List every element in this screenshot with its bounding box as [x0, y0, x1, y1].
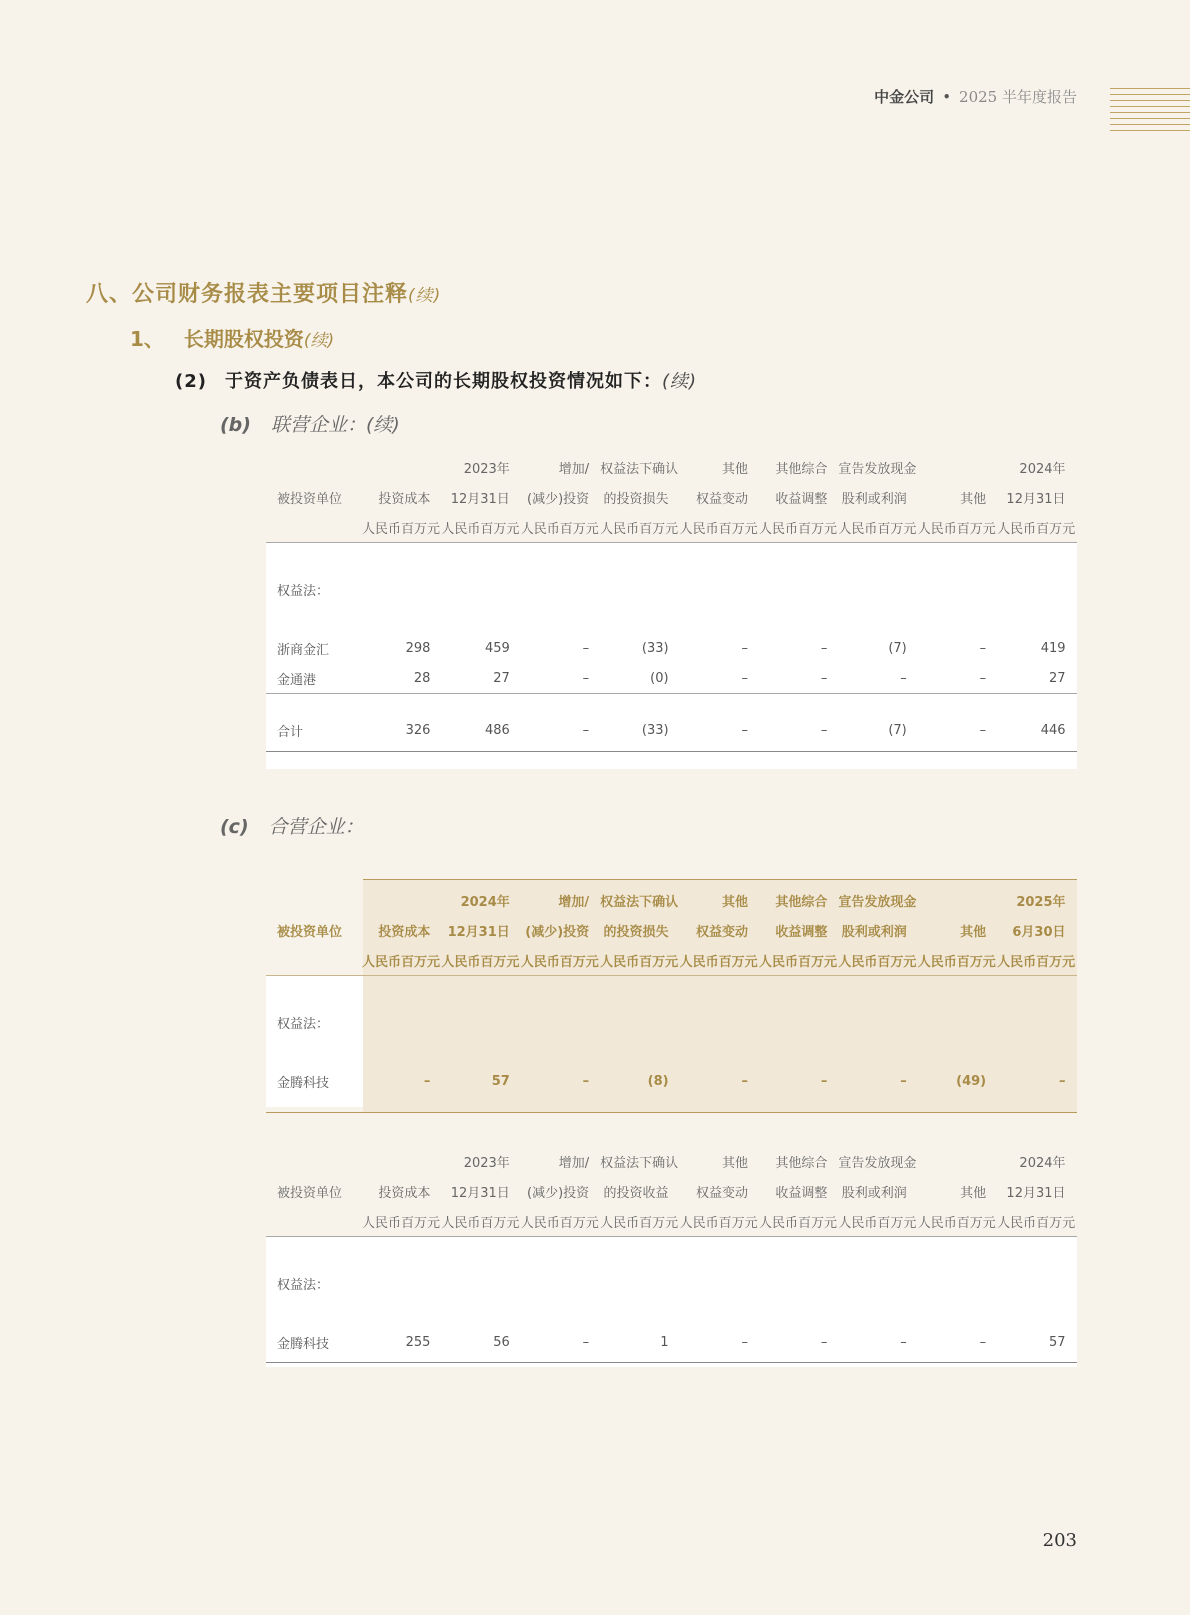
table-row: [266, 512, 1077, 542]
item-number: (2): [175, 371, 207, 392]
part-b-title: 联营企业：(续): [270, 414, 400, 436]
value-cell: 12月31日: [1006, 491, 1066, 507]
value-cell: –: [741, 1334, 748, 1350]
value-cell: 其他: [960, 924, 987, 940]
row-label-cell: 被投资单位: [277, 1185, 343, 1201]
table-row: [266, 1176, 1077, 1206]
value-cell: 6月30日: [1012, 924, 1066, 940]
value-cell: –: [979, 1334, 987, 1350]
value-cell: 的投资损失: [603, 924, 669, 940]
value-cell: (减少)投资: [527, 491, 590, 507]
value-cell: 其他: [721, 1155, 748, 1171]
method-label: 权益法：: [277, 1016, 330, 1032]
company-name: 中金公司: [874, 88, 935, 106]
value-cell: 2025年: [1016, 894, 1066, 910]
value-cell: 其他: [960, 1185, 987, 1201]
value-cell: 人民币百万元: [679, 954, 758, 970]
associates-table: [266, 452, 1077, 769]
value-cell: 人民币百万元: [362, 521, 441, 537]
value-cell: 人民币百万元: [520, 954, 599, 970]
value-cell: –: [582, 670, 590, 686]
value-cell: 2024年: [1019, 1155, 1066, 1171]
page-number: 203: [1042, 1530, 1077, 1551]
table-row: [266, 663, 1077, 693]
value-cell: 57: [1048, 1334, 1066, 1350]
value-cell: 326: [405, 722, 431, 738]
value-cell: 人民币百万元: [679, 521, 758, 537]
row-label-cell: 金腾科技: [277, 1075, 330, 1091]
value-cell: 权益变动: [695, 924, 748, 940]
report-name: 2025 半年度报告: [959, 88, 1077, 106]
table-row: [266, 915, 1077, 945]
table-header: [266, 452, 1077, 542]
table-row: [266, 1206, 1077, 1236]
value-cell: 1: [660, 1334, 669, 1350]
value-cell: –: [820, 670, 828, 686]
value-cell: –: [423, 1073, 431, 1089]
value-cell: (49): [956, 1073, 987, 1089]
value-cell: –: [979, 722, 987, 738]
value-cell: –: [900, 1334, 907, 1350]
value-cell: 446: [1040, 722, 1066, 738]
table-row: [266, 715, 1077, 745]
value-cell: 人民币百万元: [838, 521, 917, 537]
item-cont: (续): [661, 371, 698, 392]
value-cell: 2023年: [463, 1155, 510, 1171]
value-cell: (33): [641, 640, 669, 656]
value-cell: 增加/: [558, 894, 590, 910]
value-cell: 权益变动: [695, 1185, 748, 1201]
value-cell: 宣告发放现金: [838, 461, 917, 477]
value-cell: –: [582, 640, 590, 656]
value-cell: 486: [484, 722, 510, 738]
value-cell: 权益法下确认: [600, 894, 679, 910]
method-label-row: [266, 1007, 1077, 1037]
value-cell: –: [979, 640, 987, 656]
value-cell: 其他综合: [775, 1155, 828, 1171]
value-cell: –: [979, 670, 987, 686]
value-cell: 投资成本: [378, 1185, 431, 1201]
value-cell: 56: [493, 1334, 510, 1350]
value-cell: 股利或利润: [841, 1185, 907, 1201]
value-cell: 人民币百万元: [917, 954, 996, 970]
row-label-cell: 被投资单位: [277, 924, 343, 940]
part-c-title: 合营企业：: [268, 816, 364, 838]
value-cell: –: [741, 640, 748, 656]
section-cont: (续): [408, 286, 442, 306]
table-bottom-rule: [266, 1362, 1077, 1363]
section-title: [86, 277, 441, 308]
separator-dot: •: [942, 88, 952, 106]
row-label-cell: 金通港: [277, 672, 317, 688]
value-cell: 人民币百万元: [997, 954, 1076, 970]
part-b-label: (b): [220, 414, 251, 436]
value-cell: –: [820, 722, 828, 738]
page-header: [874, 86, 1077, 107]
part-b-heading: [220, 410, 400, 437]
value-cell: 人民币百万元: [362, 954, 441, 970]
value-cell: 收益调整: [775, 491, 828, 507]
value-cell: –: [741, 722, 748, 738]
value-cell: –: [820, 1073, 828, 1089]
value-cell: –: [820, 1334, 828, 1350]
value-cell: 人民币百万元: [758, 954, 837, 970]
value-cell: –: [582, 722, 590, 738]
method-label-row: [266, 1268, 1077, 1298]
value-cell: –: [741, 1073, 748, 1089]
table-row: [266, 633, 1077, 663]
value-cell: 增加/: [558, 461, 590, 477]
value-cell: 其他: [721, 894, 748, 910]
value-cell: 2023年: [463, 461, 510, 477]
total-separator: [266, 693, 1077, 694]
value-cell: –: [820, 640, 828, 656]
value-cell: 股利或利润: [841, 491, 907, 507]
value-cell: 419: [1040, 640, 1066, 656]
section-title-text: 八、公司财务报表主要项目注释: [86, 282, 409, 307]
table-row: [266, 885, 1077, 915]
value-cell: 其他: [721, 461, 748, 477]
value-cell: 权益法下确认: [600, 1155, 679, 1171]
value-cell: 股利或利润: [841, 924, 907, 940]
value-cell: 人民币百万元: [758, 521, 837, 537]
table-body: [266, 1236, 1077, 1367]
value-cell: 28: [413, 670, 431, 686]
value-cell: 人民币百万元: [520, 1215, 599, 1231]
table-body: [266, 542, 1077, 769]
value-cell: 27: [493, 670, 510, 686]
value-cell: 人民币百万元: [600, 521, 679, 537]
value-cell: 12月31日: [450, 491, 510, 507]
value-cell: 人民币百万元: [917, 521, 996, 537]
value-cell: 其他: [960, 491, 987, 507]
value-cell: 298: [405, 640, 431, 656]
value-cell: 12月31日: [1006, 1185, 1066, 1201]
value-cell: (减少)投资: [525, 924, 590, 940]
value-cell: –: [741, 670, 748, 686]
value-cell: –: [900, 670, 907, 686]
value-cell: (减少)投资: [527, 1185, 590, 1201]
table-bottom-rule: [266, 751, 1077, 752]
value-cell: 人民币百万元: [838, 954, 917, 970]
value-cell: 人民币百万元: [441, 1215, 520, 1231]
value-cell: 2024年: [460, 894, 510, 910]
value-cell: –: [582, 1334, 590, 1350]
item-title: [175, 367, 697, 393]
value-cell: 人民币百万元: [520, 521, 599, 537]
value-cell: 人民币百万元: [838, 1215, 917, 1231]
subsection-title: [130, 323, 334, 352]
value-cell: (7): [888, 640, 907, 656]
method-label-row: [266, 574, 1077, 604]
value-cell: 人民币百万元: [917, 1215, 996, 1231]
value-cell: 人民币百万元: [600, 1215, 679, 1231]
value-cell: 其他综合: [775, 461, 828, 477]
subsection-cont: (续): [303, 331, 335, 351]
value-cell: 人民币百万元: [441, 521, 520, 537]
table-row: [266, 1066, 1077, 1096]
value-cell: 增加/: [558, 1155, 590, 1171]
value-cell: –: [582, 1073, 590, 1089]
value-cell: 57: [491, 1073, 510, 1089]
value-cell: 459: [484, 640, 510, 656]
row-label-cell: 合计: [277, 724, 304, 740]
part-c-heading: [220, 812, 364, 839]
table-body: [266, 975, 1077, 1107]
subsection-number: 1、: [130, 327, 164, 351]
item-title-text: 于资产负债表日，本公司的长期股权投资情况如下：: [224, 371, 662, 392]
value-cell: 人民币百万元: [600, 954, 679, 970]
part-c-label: (c): [220, 816, 249, 838]
row-label-cell: 浙商金汇: [277, 642, 330, 658]
table-row: [266, 1146, 1077, 1176]
value-cell: 权益法下确认: [600, 461, 679, 477]
value-cell: (7): [888, 722, 907, 738]
table-header: [266, 1146, 1077, 1236]
table-row: [266, 1327, 1077, 1357]
value-cell: 人民币百万元: [997, 521, 1076, 537]
subsection-title-text: 长期股权投资: [183, 327, 304, 351]
value-cell: (33): [641, 722, 669, 738]
value-cell: 收益调整: [775, 924, 828, 940]
value-cell: 2024年: [1019, 461, 1066, 477]
value-cell: 权益变动: [695, 491, 748, 507]
highlight-top-rule: [363, 879, 1077, 880]
value-cell: 人民币百万元: [441, 954, 520, 970]
value-cell: (8): [647, 1073, 669, 1089]
value-cell: –: [1059, 1073, 1066, 1089]
method-label: 权益法：: [277, 1277, 330, 1293]
decorative-stripes: [1110, 88, 1190, 136]
value-cell: 人民币百万元: [758, 1215, 837, 1231]
table-row: [266, 945, 1077, 975]
value-cell: 投资成本: [378, 491, 431, 507]
joint-ventures-table-2024: [266, 1146, 1077, 1367]
value-cell: 其他综合: [775, 894, 828, 910]
value-cell: 的投资损失: [603, 491, 669, 507]
value-cell: 投资成本: [378, 924, 431, 940]
table-row: [266, 482, 1077, 512]
value-cell: 255: [405, 1334, 431, 1350]
value-cell: 12月31日: [447, 924, 510, 940]
value-cell: 收益调整: [775, 1185, 828, 1201]
value-cell: 宣告发放现金: [838, 894, 917, 910]
row-label-cell: 金腾科技: [277, 1336, 330, 1352]
table-row: [266, 452, 1077, 482]
value-cell: 人民币百万元: [679, 1215, 758, 1231]
highlight-bottom-rule: [266, 1112, 1077, 1113]
table-header: [266, 885, 1077, 975]
value-cell: 宣告发放现金: [838, 1155, 917, 1171]
row-label-cell: 被投资单位: [277, 491, 343, 507]
method-label: 权益法：: [277, 583, 330, 599]
value-cell: 的投资收益: [603, 1185, 669, 1201]
value-cell: 人民币百万元: [997, 1215, 1076, 1231]
value-cell: –: [900, 1073, 907, 1089]
value-cell: 27: [1048, 670, 1066, 686]
value-cell: 12月31日: [450, 1185, 510, 1201]
value-cell: (0): [650, 670, 669, 686]
joint-ventures-table-2025: [266, 885, 1077, 1107]
value-cell: 人民币百万元: [362, 1215, 441, 1231]
